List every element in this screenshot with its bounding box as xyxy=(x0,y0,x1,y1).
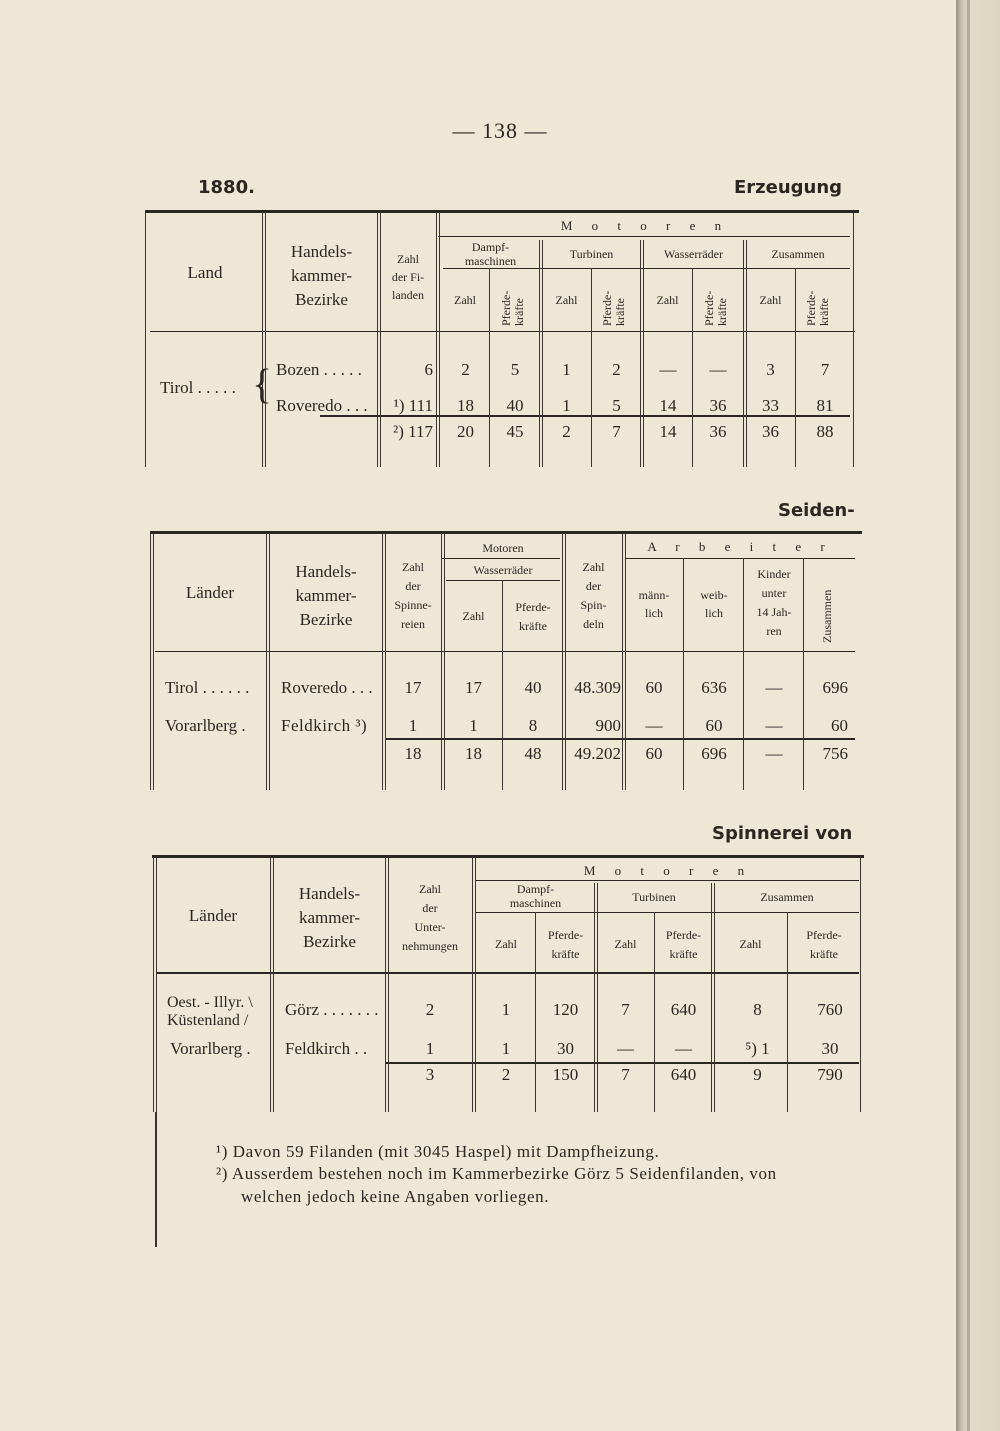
page-edge-line xyxy=(967,0,970,1431)
header-zahl: Zahl xyxy=(759,293,782,307)
header-pferdekraefte: Pferde- kräfte xyxy=(804,290,831,326)
header-zusammen: Zusammen xyxy=(820,589,834,643)
header-pferdekraefte: Pferde- kräfte xyxy=(515,600,551,633)
header-pferdekraefte: Pferde- kräfte xyxy=(806,928,842,961)
header-zusammen: Zusammen xyxy=(771,247,825,261)
col-zahl-unternehmungen: Zahl der Unter- nehmungen xyxy=(402,882,458,953)
header-arbeiter: A r b e i t e r xyxy=(647,539,833,554)
header-pferdekraefte: Pferde- kräfte xyxy=(499,290,526,326)
margin-rule xyxy=(155,1112,157,1247)
footnote-2: ²) Ausserdem bestehen noch im Kammerbezirke Görz 5 Seidenfilanden, von xyxy=(216,1164,777,1183)
header-pferdekraefte: Pferde- kräfte xyxy=(547,928,584,961)
col-laender: Länder xyxy=(185,583,235,602)
header-maennlich: männ- lich xyxy=(638,588,670,620)
header-weiblich: weib- lich xyxy=(700,588,728,620)
header-pferdekraefte: Pferde- kräfte xyxy=(600,290,627,326)
header-zahl: Zahl xyxy=(739,937,762,951)
table1-heading: Erzeugung xyxy=(734,177,843,198)
footnote-1: ¹) Davon 59 Filanden (mit 3045 Haspel) mit Dampfheizung. xyxy=(216,1142,660,1161)
col-handelskammer: Handels- kammer- Bezirke xyxy=(298,884,361,951)
table1-year: 1880. xyxy=(198,177,255,198)
header-turbinen: Turbinen xyxy=(632,890,676,904)
header-zahl: Zahl xyxy=(462,609,485,623)
col-zahl-filanden: Zahl der Fi- landen xyxy=(391,252,425,302)
col-zahl-spindeln: Zahl der Spin- deln xyxy=(580,560,607,631)
col-laender: Länder xyxy=(188,906,238,925)
header-dampfmaschinen: Dampf- maschinen xyxy=(509,882,562,910)
header-zahl: Zahl xyxy=(454,293,476,307)
header-wasserraeder: Wasserräder xyxy=(473,563,533,577)
header-pferdekraefte: Pferde- kräfte xyxy=(665,928,702,961)
col-handelskammer: Handels- kammer- Bezirke xyxy=(290,242,353,309)
header-motoren: M o t o r e n xyxy=(583,863,753,878)
header-pferdekraefte: Pferde- kräfte xyxy=(702,290,729,326)
page-edge xyxy=(956,0,1000,1431)
header-turbinen: Turbinen xyxy=(569,247,614,261)
brace-icon: { xyxy=(252,362,273,408)
page-number: — 138 — xyxy=(452,118,548,143)
header-motoren: M o t o r e n xyxy=(560,218,730,233)
table2-heading: Seiden- xyxy=(778,500,855,521)
col-zahl-spinnereien: Zahl der Spinne- reien xyxy=(394,560,432,631)
header-zahl: Zahl xyxy=(495,937,517,951)
header-zahl: Zahl xyxy=(656,293,679,307)
col-land: Land xyxy=(187,263,223,282)
header-motoren: Motoren xyxy=(482,541,524,555)
footnote-2-cont: welchen jedoch keine Angaben vorliegen. xyxy=(241,1187,550,1206)
header-dampfmaschinen: Dampf- maschinen xyxy=(464,240,517,268)
table3-heading: Spinnerei von xyxy=(712,823,853,844)
row-land-tirol: Tirol . . . . . xyxy=(160,378,236,397)
col-handelskammer: Handels- kammer- Bezirke xyxy=(295,562,357,629)
header-zahl: Zahl xyxy=(555,293,578,307)
header-zusammen: Zusammen xyxy=(760,890,814,904)
header-wasserraeder: Wasserräder xyxy=(664,247,723,261)
header-zahl: Zahl xyxy=(614,937,637,951)
header-kinder: Kinder unter 14 Jah- ren xyxy=(756,567,792,638)
